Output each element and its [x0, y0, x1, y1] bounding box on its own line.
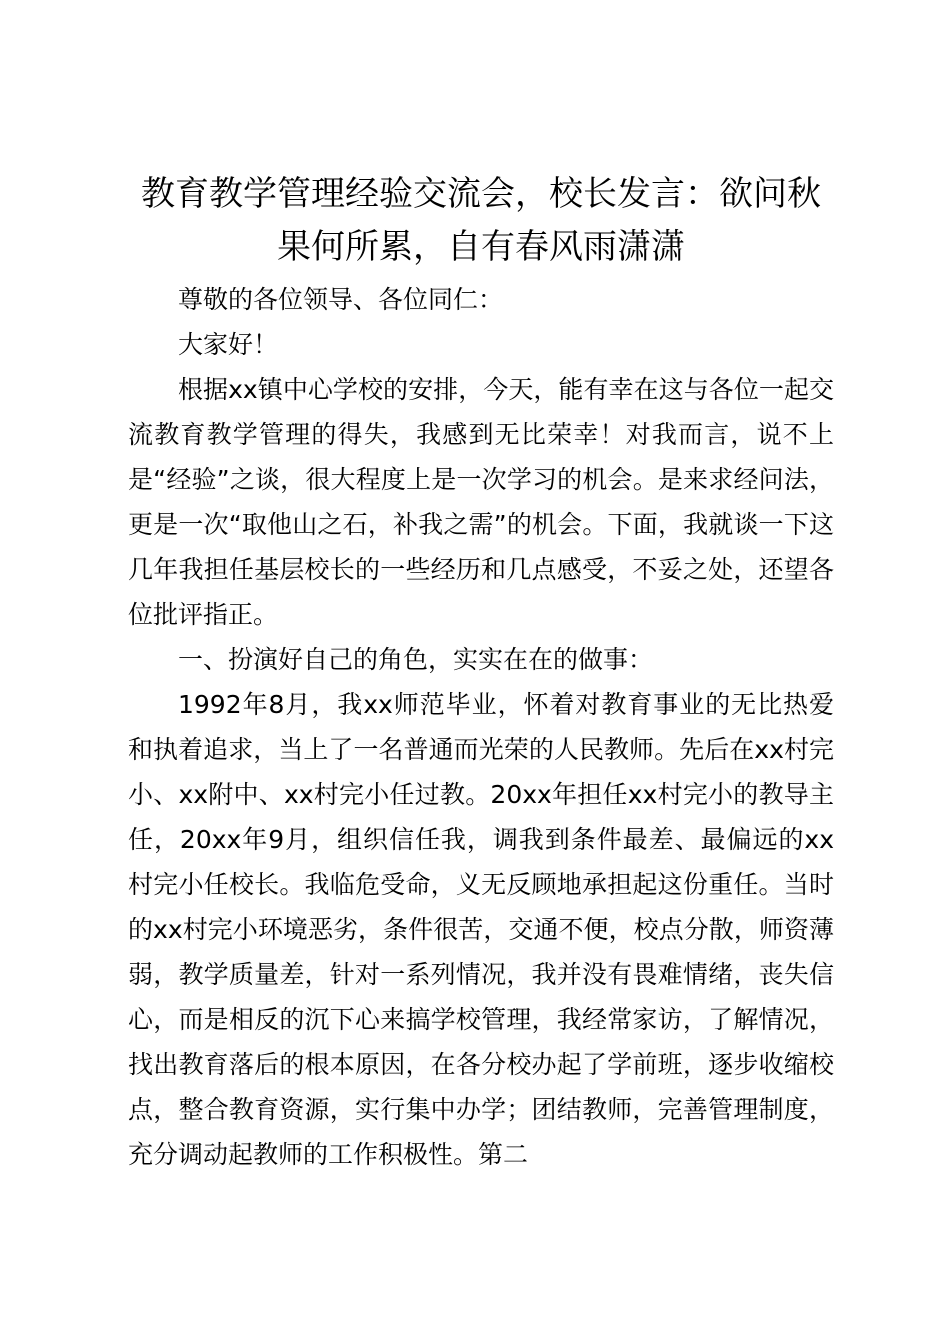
document-title: 教育教学管理经验交流会，校长发言：欲问秋果何所累，自有春风雨潇潇 — [141, 174, 821, 267]
body-paragraph: 1992年8月，我xx师范毕业，怀着对教育事业的无比热爱和执着追求，当上了一名普通而光荣的人民教师。先后在xx村完小、xx附中、xx村完小任过教。20xx年担任xx村完小的教导主任，20xx年9月，组织信任我，调我到条件最差、最偏远的xx村完小任校长。我临危受命，义无反顾地承担起这份重任。当时的xx村完小环境恶劣，条件很苦，交通不便，校点分散，师资薄弱，教学质量差，针对一系列情况，我并没有畏难情绪，丧失信心，而是相反的沉下心来搞学校管理，我经常家访，了解情况，找出教育落后的根本原因，在各分校办起了学前班，逐步收缩校点，整合教育资源，实行集中办学；团结教师，完善管理制度，充分调动起教师的工作积极性。第二 — [128, 690, 834, 1169]
intro-paragraph: 根据xx镇中心学校的安排，今天，能有幸在这与各位一起交流教育教学管理的得失，我感到无比荣幸！对我而言，说不上是“经验”之谈，很大程度上是一次学习的机会。是来求经问法，更是一次“取他山之石，补我之需”的机会。下面，我就谈一下这几年我担任基层校长的一些经历和几点感受，不妥之处，还望各位批评指正。 — [128, 375, 834, 629]
greeting: 大家好！ — [178, 330, 279, 359]
salutation: 尊敬的各位领导、各位同仁： — [178, 285, 504, 314]
document-body — [128, 168, 834, 1177]
section-heading-1: 一、扮演好自己的角色，实实在在的做事： — [178, 645, 654, 674]
